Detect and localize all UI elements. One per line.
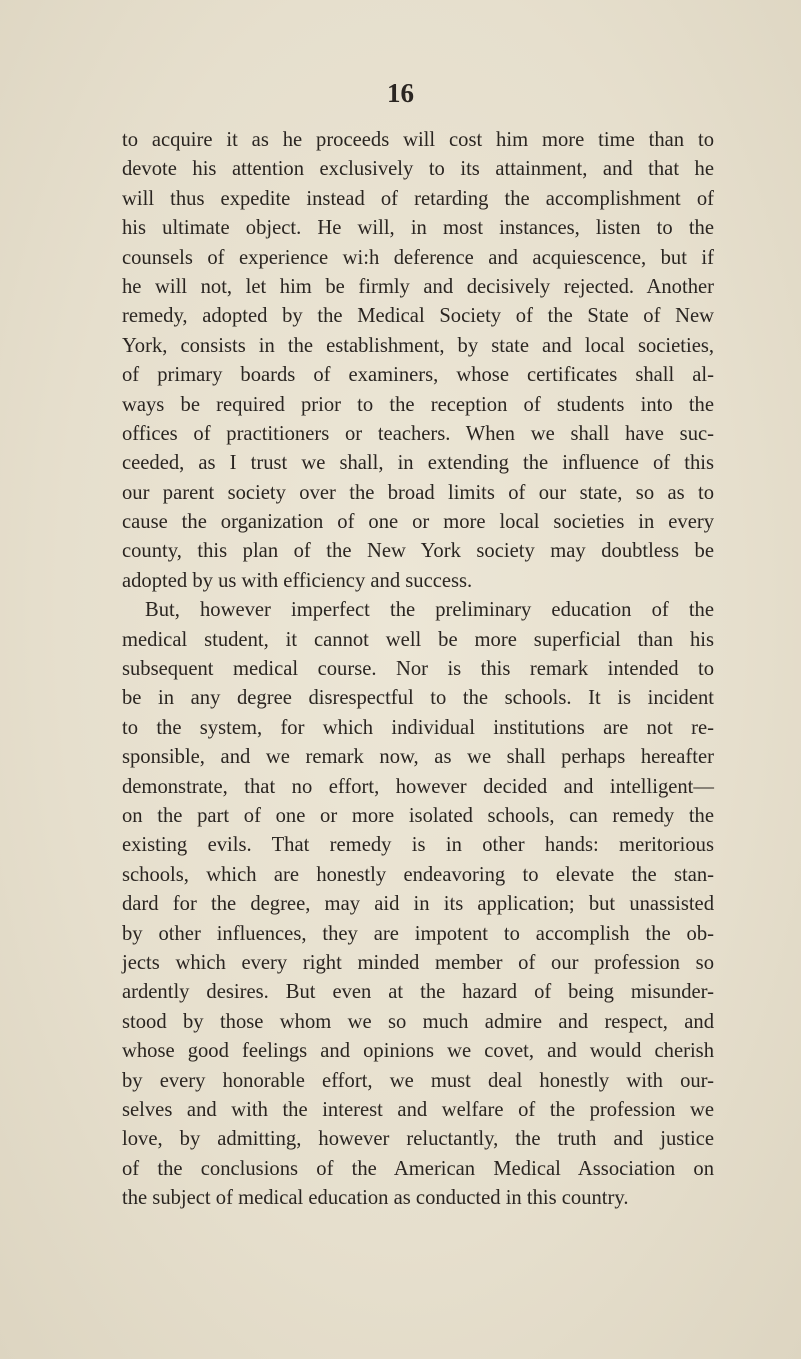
text-line: devote his attention exclusively to its attainment, and that he bbox=[122, 158, 714, 181]
text-line: York, consists in the establishment, by state and local societies, bbox=[122, 334, 714, 357]
text-line: love, by admitting, however reluctantly, the truth and justice bbox=[122, 1128, 714, 1151]
text-line: ways be required prior to the reception of students into the bbox=[122, 393, 714, 416]
text-line: of primary boards of examiners, whose certificates shall al- bbox=[122, 364, 714, 387]
text-line: demonstrate, that no effort, however decided and intelligent— bbox=[122, 775, 714, 798]
text-line: offices of practitioners or teachers. When we shall have suc- bbox=[122, 422, 714, 445]
text-line: cause the organization of one or more local societies in every bbox=[122, 511, 714, 534]
text-line: jects which every right minded member of our profession so bbox=[122, 951, 714, 974]
text-line: counsels of experience wi:h deference and acquiescence, but if bbox=[122, 246, 714, 269]
text-line: by every honorable effort, we must deal honestly with our- bbox=[122, 1069, 714, 1092]
paragraph-end-line: adopted by us with efficiency and success. bbox=[122, 569, 473, 592]
body-text bbox=[122, 126, 714, 1213]
text-line: subsequent medical course. Nor is this remark intended to bbox=[122, 658, 714, 681]
text-line: stood by those whom we so much admire and respect, and bbox=[122, 1010, 714, 1033]
text-line: to the system, for which individual institutions are not re- bbox=[122, 716, 714, 739]
page-number: 16 bbox=[387, 78, 414, 108]
text-line: schools, which are honestly endeavoring to elevate the stan- bbox=[122, 863, 714, 886]
text-line: he will not, let him be firmly and decisively rejected. Another bbox=[122, 275, 714, 298]
text-line: will thus expedite instead of retarding the accomplishment of bbox=[122, 187, 714, 210]
text-line: whose good feelings and opinions we covet, and would cherish bbox=[122, 1040, 714, 1063]
text-line: our parent society over the broad limits of our state, so as to bbox=[122, 481, 714, 504]
text-line: dard for the degree, may aid in its application; but unassisted bbox=[122, 893, 714, 916]
text-line: ceeded, as I trust we shall, in extending the influence of this bbox=[122, 452, 714, 475]
text-line: on the part of one or more isolated schools, can remedy the bbox=[122, 804, 714, 827]
text-line: the subject of medical education as conducted in this country. bbox=[122, 1187, 629, 1210]
text-line: sponsible, and we remark now, as we shall perhaps hereafter bbox=[122, 746, 714, 769]
text-line: medical student, it cannot well be more superficial than his bbox=[122, 628, 714, 651]
text-line: ardently desires. But even at the hazard of being misunder- bbox=[122, 981, 714, 1004]
text-line: selves and with the interest and welfare of the profession we bbox=[122, 1098, 714, 1121]
text-line: of the conclusions of the American Medical Association on bbox=[122, 1157, 714, 1180]
text-line: his ultimate object. He will, in most instances, listen to the bbox=[122, 217, 714, 240]
text-line: by other influences, they are impotent to accomplish the ob- bbox=[122, 922, 714, 945]
paragraph-start-line: But, however imperfect the preliminary education of the bbox=[145, 599, 714, 622]
text-line: county, this plan of the New York society may doubtless be bbox=[122, 540, 714, 563]
text-line: to acquire it as he proceeds will cost him more time than to bbox=[122, 129, 714, 151]
text-line: existing evils. That remedy is in other hands: meritorious bbox=[122, 834, 714, 857]
text-line: be in any degree disrespectful to the schools. It is incident bbox=[122, 687, 714, 710]
text-line: remedy, adopted by the Medical Society of the State of New bbox=[122, 305, 714, 328]
